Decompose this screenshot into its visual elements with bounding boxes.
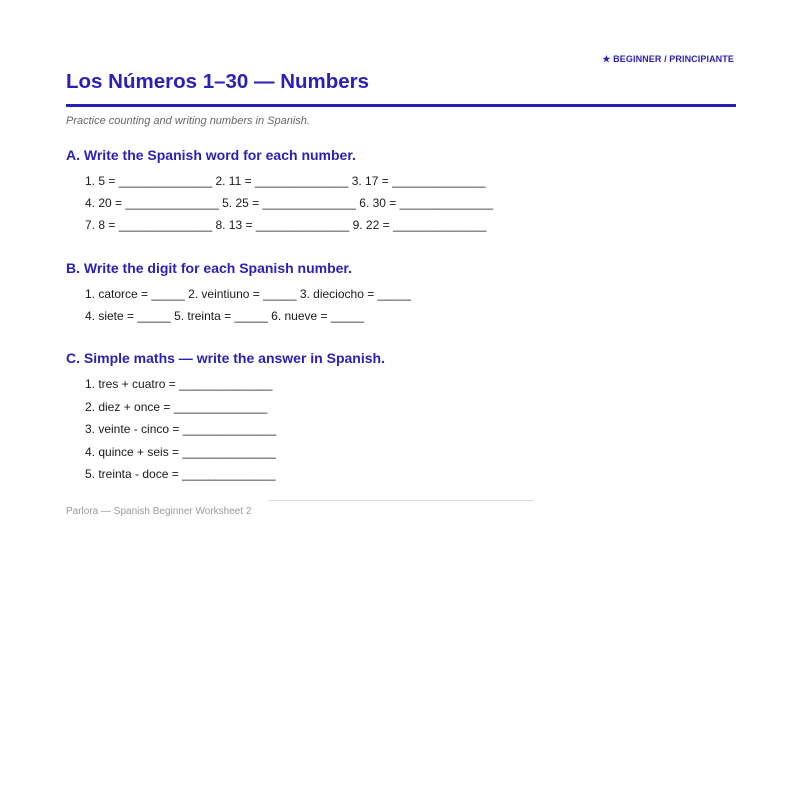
footer-text: Parlora — Spanish Beginner Worksheet 2 [66, 506, 252, 517]
section-c-line-4: 4. quince + seis = ______________ [85, 445, 276, 459]
section-a-line-2: 4. 20 = ______________ 5. 25 = ______________ 6. 30 = ______________ [85, 196, 494, 210]
section-c-line-3: 3. veinte - cinco = ______________ [85, 422, 277, 436]
section-b-heading: B. Write the digit for each Spanish number. [66, 260, 353, 276]
title-divider [66, 104, 736, 107]
worksheet-title: Los Números 1–30 — Numbers [66, 70, 370, 93]
section-c-line-2: 2. diez + once = ______________ [85, 400, 268, 414]
worksheet-subtitle: Practice counting and writing numbers in Spanish. [66, 115, 310, 127]
footer-divider [268, 500, 534, 501]
section-a-line-3: 7. 8 = ______________ 8. 13 = ______________ 9. 22 = ______________ [85, 218, 487, 232]
section-a-heading: A. Write the Spanish word for each number. [66, 147, 356, 163]
section-b-line-1: 1. catorce = _____ 2. veintiuno = _____ 3. dieciocho = _____ [85, 287, 411, 301]
section-a-line-1: 1. 5 = ______________ 2. 11 = ______________ 3. 17 = ______________ [85, 174, 486, 188]
level-badge: ★ BEGINNER / PRINCIPIANTE [602, 54, 734, 64]
section-b-line-2: 4. siete = _____ 5. treinta = _____ 6. nueve = _____ [85, 309, 365, 323]
section-c-line-1: 1. tres + cuatro = ______________ [85, 377, 273, 391]
section-c-heading: C. Simple maths — write the answer in Spanish. [66, 350, 385, 366]
section-c-line-5: 5. treinta - doce = ______________ [85, 467, 276, 481]
